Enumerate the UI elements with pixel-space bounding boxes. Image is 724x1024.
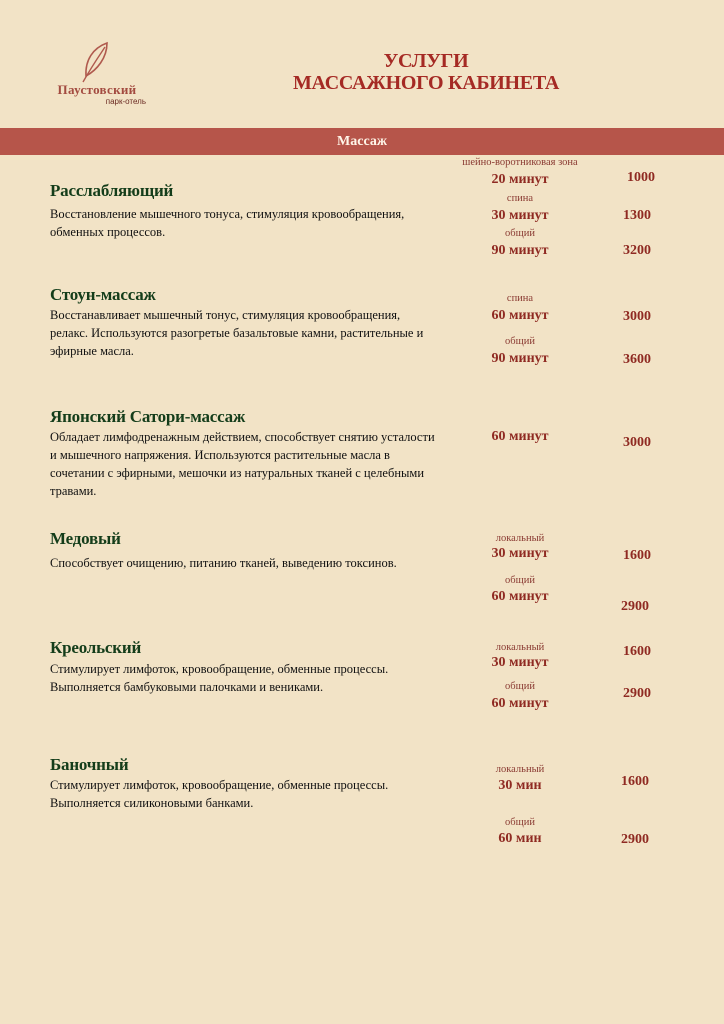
option-label: локальный [495, 764, 545, 775]
brand-subtitle: парк-отель [105, 97, 146, 106]
service-name: Стоун-массаж [50, 285, 156, 304]
service-name: Медовый [50, 529, 121, 548]
option-label: локальный [495, 533, 545, 544]
option-price: 1600 [623, 644, 651, 659]
option-duration: 30 минут [491, 208, 549, 223]
service-description: Восстановление мышечного тонуса, стимуляция кровообращения, обменных процессов. [50, 207, 405, 239]
option-price: 3200 [623, 243, 651, 258]
brand-name: Паустовский [57, 82, 137, 97]
option-label: шейно-воротниковая зона [462, 157, 578, 168]
option-duration: 60 минут [491, 429, 549, 444]
title-line-1: УСЛУГИ [383, 50, 469, 72]
option-price: 1300 [623, 208, 651, 223]
option-price: 2900 [623, 686, 651, 701]
option-duration: 90 минут [491, 243, 549, 258]
option-price: 3600 [623, 352, 651, 367]
option-label: локальный [495, 642, 545, 653]
option-price: 2900 [621, 832, 649, 847]
option-duration: 20 минут [491, 172, 549, 187]
option-duration: 30 минут [491, 655, 549, 670]
service-description: Стимулирует лимфоток, кровообращение, обменные процессы. Выполняется силиконовыми банками. [50, 778, 389, 810]
option-duration: 30 минут [491, 546, 549, 561]
option-duration: 30 мин [498, 778, 542, 793]
option-price: 1600 [621, 774, 649, 789]
option-duration: 90 минут [491, 351, 549, 366]
option-label: спина [506, 193, 534, 204]
service-name: Японский Сатори-массаж [50, 407, 246, 426]
option-label: общий [505, 817, 535, 828]
service-name: Расслабляющий [50, 181, 174, 200]
option-label: спина [506, 293, 534, 304]
option-label: общий [505, 575, 535, 586]
option-duration: 60 мин [498, 831, 542, 846]
service-description: Способствует очищению, питанию тканей, выведению токсинов. [50, 556, 397, 570]
title-line-2: МАССАЖНОГО КАБИНЕТА [292, 72, 560, 94]
option-price: 3000 [623, 309, 651, 324]
option-price: 2900 [621, 599, 649, 614]
service-name: Креольский [50, 638, 142, 657]
option-price: 3000 [623, 435, 651, 450]
service-description: Обладает лимфодренажным действием, способствует снятию усталости и мышечного напряжения. Используются растительные масла в сочетании с эфирными, мешочки из натуральных тканей с целебными травами. [50, 430, 435, 498]
service-description: Стимулирует лимфоток, кровообращение, обменные процессы. Выполняется бамбуковыми палочками и вениками. [50, 662, 389, 694]
option-duration: 60 минут [491, 696, 549, 711]
hotel-logo [42, 40, 152, 106]
option-price: 1000 [627, 170, 655, 185]
option-duration: 60 минут [491, 589, 549, 604]
option-label: общий [505, 228, 535, 239]
service-description: Восстанавливает мышечный тонус, стимуляция кровообращения, релакс. Используются разогретые базальтовые камни, растительные и эфирные масла. [50, 308, 424, 358]
option-label: общий [505, 681, 535, 692]
option-duration: 60 минут [491, 308, 549, 323]
option-label: общий [505, 336, 535, 347]
section-band: Массаж [0, 128, 724, 155]
service-name: Баночный [50, 755, 129, 774]
option-price: 1600 [623, 548, 651, 563]
page-title [250, 50, 602, 94]
feather-icon [77, 40, 117, 84]
